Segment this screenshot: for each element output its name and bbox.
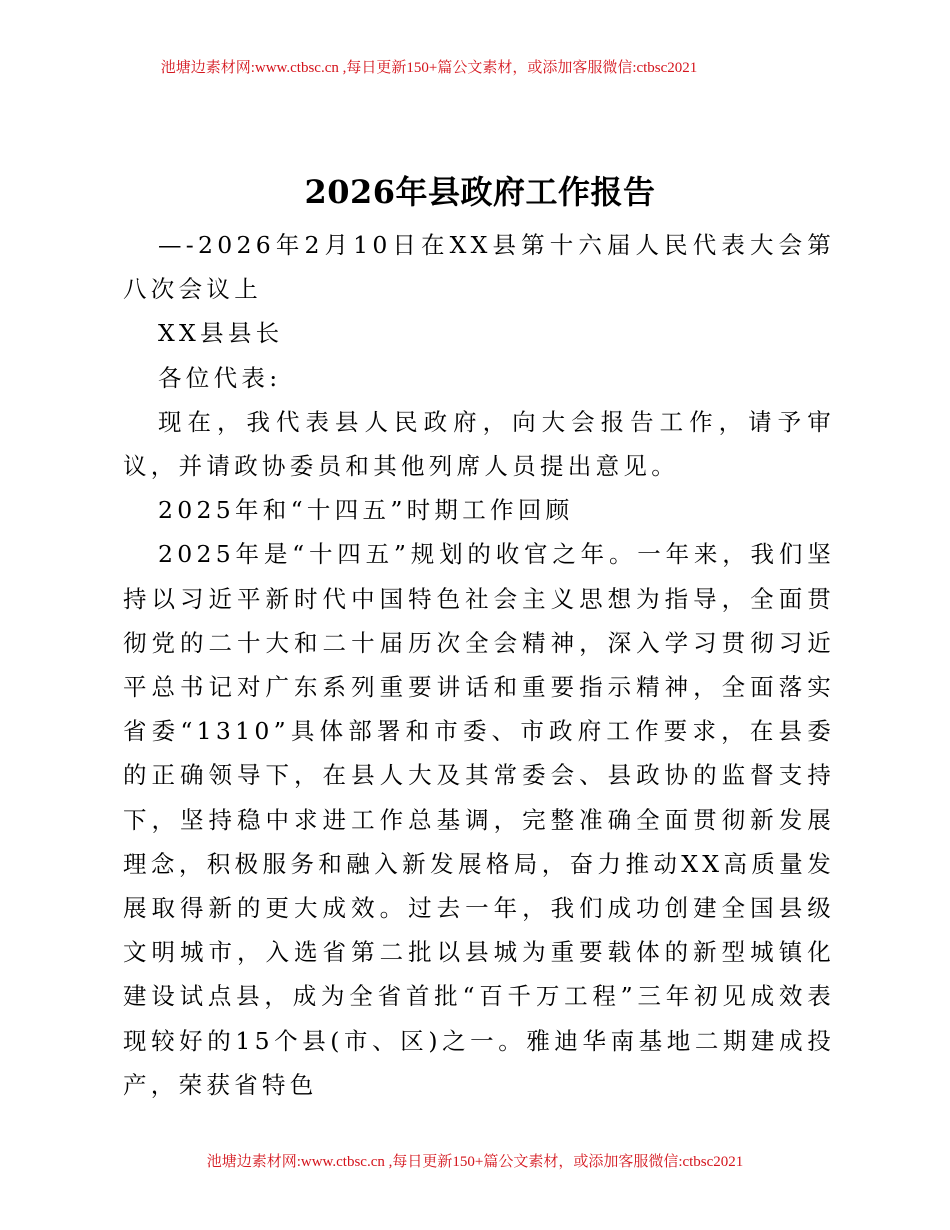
report-subtitle: —-2026年2月10日在XX县第十六届人民代表大会第八次会议上: [123, 231, 835, 304]
header-watermark: [0, 58, 858, 78]
footer-watermark: [145, 1152, 805, 1172]
document-title: 2026年县政府工作报告: [304, 173, 656, 211]
document-body: [123, 223, 835, 1107]
speaker-line: XX县县长: [158, 319, 284, 348]
salutation: 各位代表:: [158, 363, 282, 392]
header-watermark-text: 池塘边素材网:www.ctbsc.cn ,每日更新150+篇公文素材，或添加客服微信:ctbsc2021: [160, 60, 698, 76]
body-paragraph: 2025年是“十四五”规划的收官之年。一年来，我们坚持以习近平新时代中国特色社会主义思想为指导，全面贯彻党的二十大和二十届历次全会精神，深入学习贯彻习近平总书记对广东系列重要讲话和重要指示精神，全面落实省委“1310”具体部署和市委、市政府工作要求，在县委的正确领导下，在县人大及其常委会、县政协的监督支持下，坚持稳中求进工作总基调，完整准确全面贯彻新发展理念，积极服务和融入新发展格局，奋力推动XX高质量发展取得新的更大成效。过去一年，我们成功创建全国县级文明城市，入选省第二批以县城为重要载体的新型城镇化建设试点县，成为全省首批“百千万工程”三年初见成效表现较好的15个县(市、区)之一。雅迪华南基地二期建成投产，荣获省特色: [123, 540, 835, 1099]
footer-watermark-text: 池塘边素材网:www.ctbsc.cn ,每日更新150+篇公文素材，或添加客服微信:ctbsc2021: [206, 1154, 744, 1170]
opening-paragraph: 现在，我代表县人民政府，向大会报告工作，请予审议，并请政协委员和其他列席人员提出意见。: [123, 407, 835, 481]
section-heading: 2025年和“十四五”时期工作回顾: [158, 496, 574, 525]
